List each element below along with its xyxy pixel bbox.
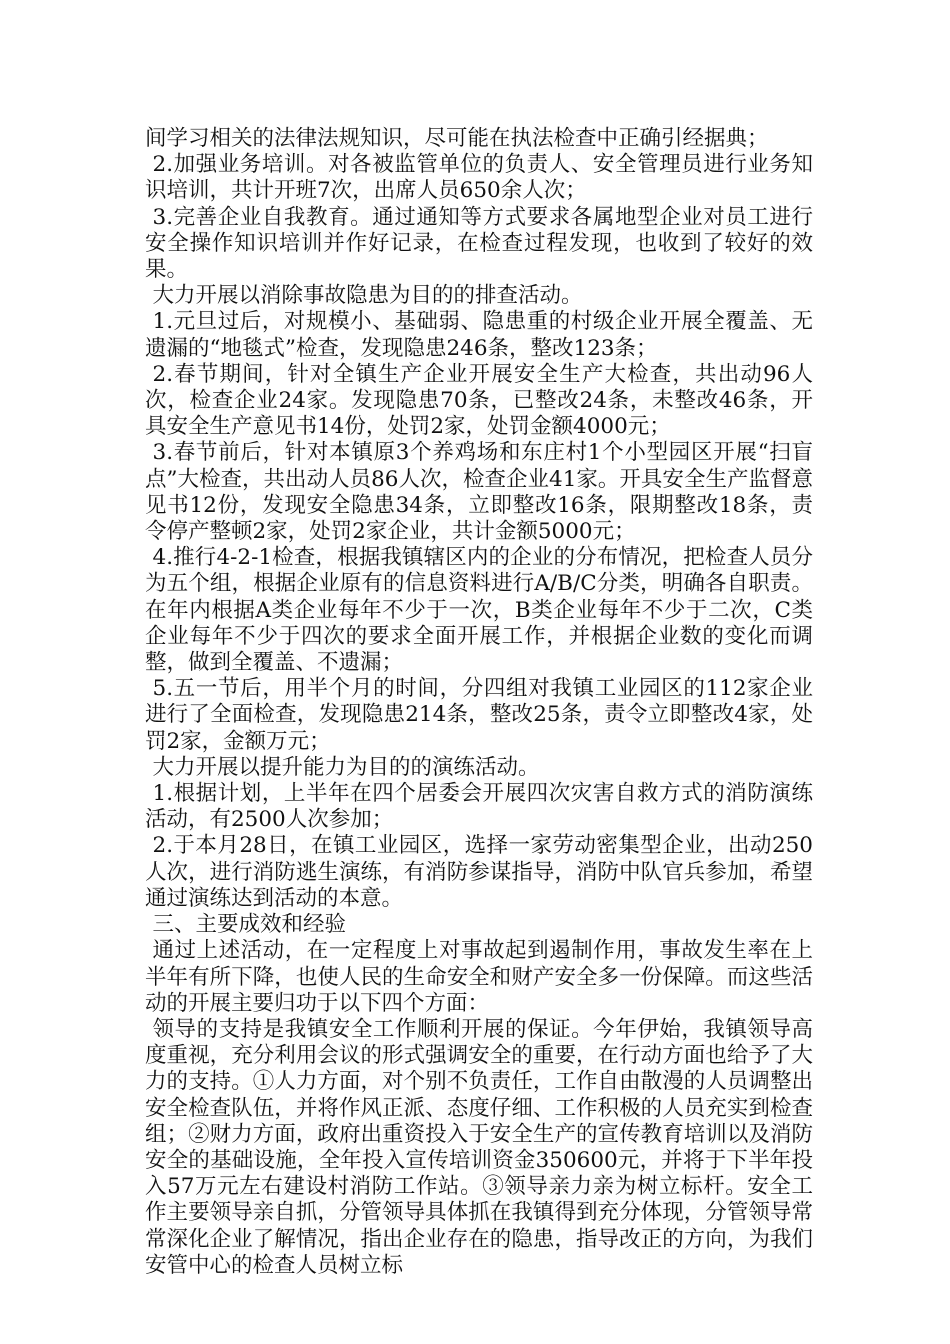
- paragraph-may-day-inspection: 5.五一节后，用半个月的时间，分四组对我镇工业园区的112家企业进行了全面检查，发现隐患214条，整改25条，责令立即整改4家，处罚2家，金额万元；: [145, 676, 813, 754]
- paragraph-spring-festival-inspection: 2.春节期间，针对全镇生产企业开展安全生产大检查，共出动96人次，检查企业24家。发现隐患70条，已整改24条，未整改46条，开具安全生产意见书14份，处罚2家，处罚金额4000元；: [145, 361, 813, 440]
- paragraph-blind-spot-inspection: 3.春节前后，针对本镇原3个养鸡场和东庄村1个小型园区开展“扫盲点”大检查，共出动人员86人次，检查企业41家。开具安全生产监督意见书12份，发现安全隐患34条，立即整改16条，限期整改18条，责令停产整顿2家，处罚2家企业，共计金额5000元；: [145, 440, 813, 545]
- paragraph-continuation: 间学习相关的法律法规知识，尽可能在执法检查中正确引经据典；: [145, 126, 769, 151]
- paragraph-421-inspection: 4.推行4-2-1检查，根据我镇辖区内的企业的分布情况，把检查人员分为五个组，根据企业原有的信息资料进行A/B/C分类，明确各自职责。在年内根据A类企业每年不少于一次，B类企业每年不少于二次，C类企业每年不少于四次的要求全面开展工作，并根据企业数的变化而调整，做到全覆盖、不遗漏；: [145, 545, 813, 676]
- paragraph-results-summary: 通过上述活动，在一定程度上对事故起到遏制作用，事故发生率在上半年有所下降，也使人民的生命安全和财产安全多一份保障。而这些活动的开展主要归功于以下四个方面：: [145, 938, 813, 1016]
- paragraph-evacuation-drill: 2.于本月28日，在镇工业园区，选择一家劳动密集型企业，出动250人次，进行消防逃生演练，有消防参谋指导，消防中队官兵参加，希望通过演练达到活动的本意。: [145, 833, 813, 911]
- paragraph-training: 2.加强业务培训。对各被监管单位的负责人、安全管理员进行业务知识培训，共计开班7次，出席人员650余人次；: [145, 152, 813, 204]
- paragraph-self-education: 3.完善企业自我教育。通过通知等方式要求各属地型企业对员工进行安全操作知识培训并作好记录，在检查过程发现，也收到了较好的效果。: [145, 204, 813, 283]
- section-heading-results: 三、主要成效和经验: [152, 912, 347, 938]
- section-heading-drills: 大力开展以提升能力为目的的演练活动。: [152, 754, 540, 780]
- paragraph-leadership-support: 领导的支持是我镇安全工作顺利开展的保证。今年伊始，我镇领导高度重视，充分利用会议的形式强调安全的重要，在行动方面也给予了大力的支持。①人力方面，对个别不负责任，工作自由散漫的人员调整出安全检查队伍，并将作风正派、态度仔细、工作积极的人员充实到检查组；②财力方面，政府出重资投入于安全生产的宣传教育培训以及消防安全的基础设施，全年投入宣传培训资金350600元，并将于下半年投入57万元左右建设村消防工作站。③领导亲力亲为树立标杆。安全工作主要领导亲自抓，分管领导具体抓在我镇得到充分体现，分管领导常常深化企业了解情况，指出企业存在的隐患，指导改正的方向，为我们安管中心的检查人员树立标: [145, 1016, 813, 1278]
- document-body: [145, 126, 813, 1279]
- paragraph-new-year-inspection: 1.元旦过后，对规模小、基础弱、隐患重的村级企业开展全覆盖、无遗漏的“地毯式”检查，发现隐患246条，整改123条；: [145, 309, 813, 361]
- section-heading-inspection: 大力开展以消除事故隐患为目的的排查活动。: [152, 283, 583, 309]
- paragraph-fire-drill-plan: 1.根据计划，上半年在四个居委会开展四次灾害自救方式的消防演练活动，有2500人次参加；: [145, 781, 813, 833]
